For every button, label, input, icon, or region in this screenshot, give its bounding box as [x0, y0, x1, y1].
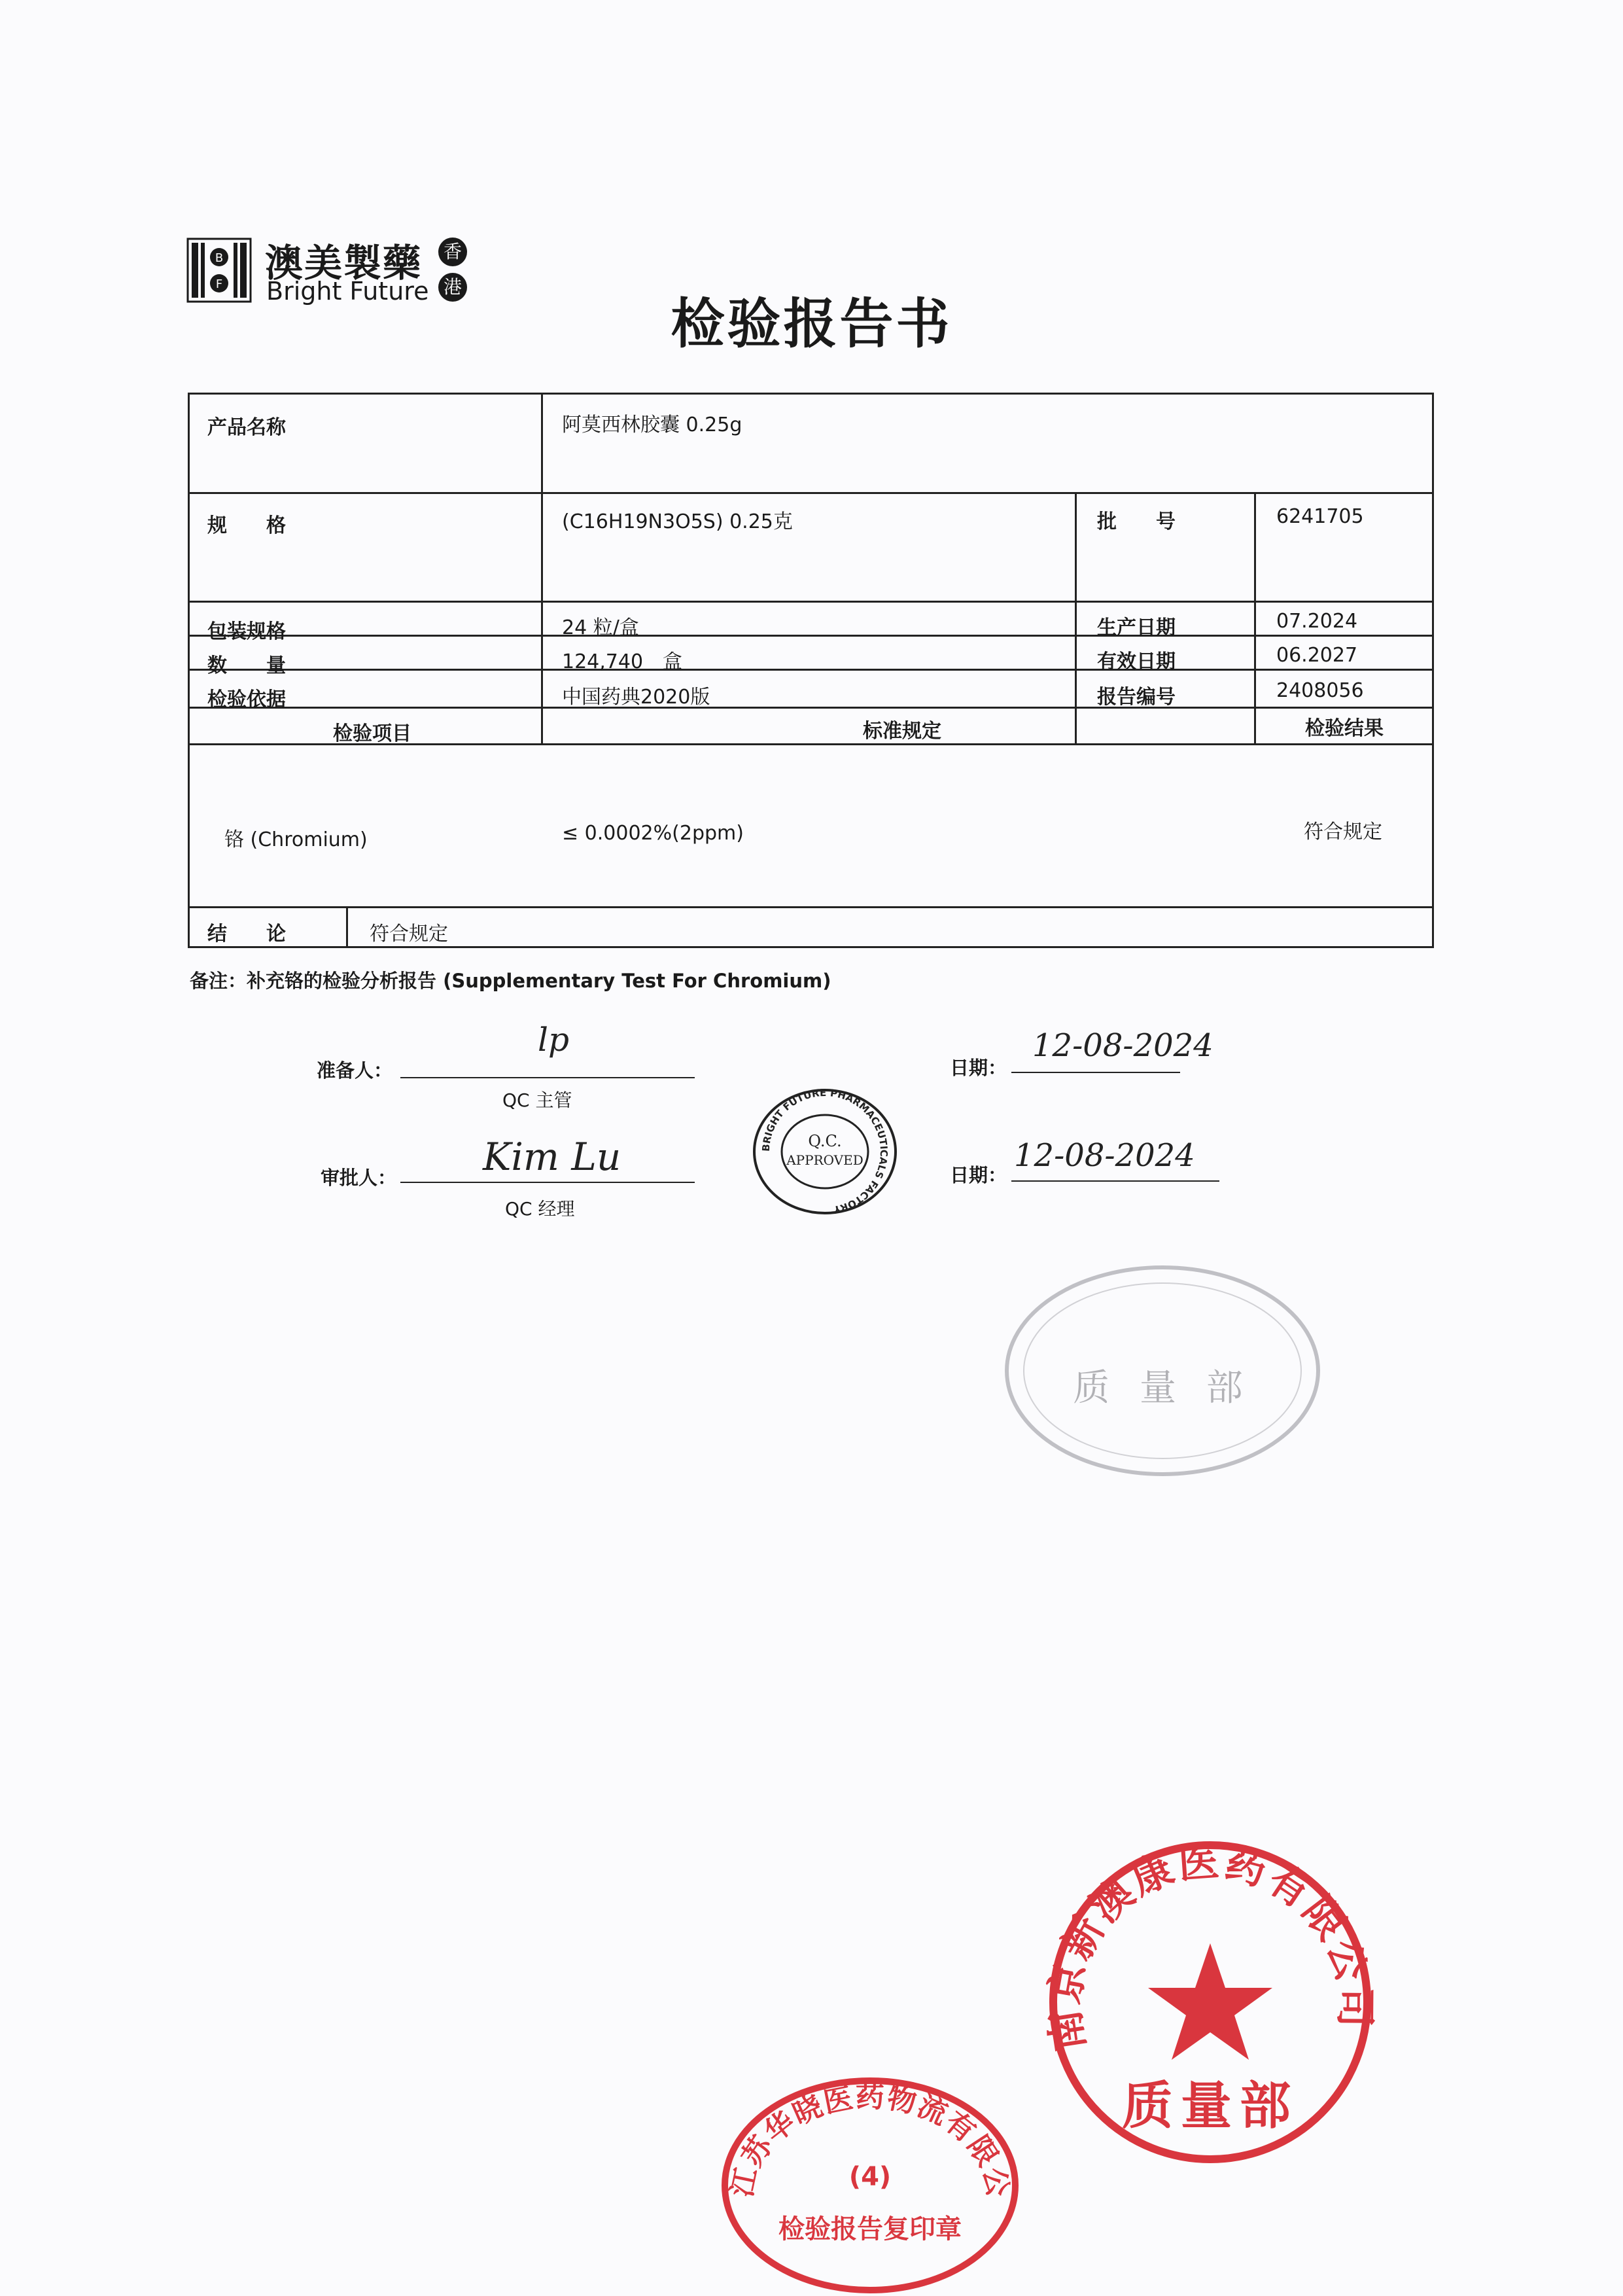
faded-stamp-text: 质 量 部 — [1073, 1367, 1252, 1409]
preparer-sign-line — [400, 1077, 695, 1078]
quantity-value: 124,740 盒 — [562, 650, 683, 673]
approver-date-label: 日期： — [950, 1164, 1007, 1186]
nanjing-company-stamp — [1040, 1832, 1380, 2172]
col-header-result: 检验结果 — [1305, 717, 1384, 740]
conclusion-value: 符合规定 — [370, 923, 448, 945]
approver-sign-line — [400, 1182, 695, 1183]
preparer-date-value: 12-08-2024 — [1032, 1027, 1213, 1064]
approver-title: QC 经理 — [505, 1198, 575, 1220]
package-label: 包装规格 — [207, 620, 286, 643]
test-item: 铬 (Chromium) — [224, 828, 368, 851]
expiry-label: 有效日期 — [1097, 650, 1176, 673]
basis-label: 检验依据 — [207, 688, 286, 711]
quantity-label: 数 量 — [207, 654, 286, 677]
approver-signature: Kim Lu — [483, 1135, 621, 1179]
production-date-label: 生产日期 — [1097, 616, 1176, 639]
col-header-item: 检验项目 — [333, 722, 411, 745]
svg-text:B: B — [215, 251, 224, 265]
qc-stamp-line2: APPROVED — [786, 1152, 864, 1168]
expiry-value: 06.2027 — [1276, 644, 1358, 667]
logo-hk-char-1: 香 — [438, 238, 467, 266]
approver-date-line — [1011, 1180, 1219, 1182]
logo-chinese-name: 澳美製藥 — [265, 241, 423, 285]
remark-note: 备注：补充铬的检验分析报告 (Supplementary Test For Chromium) — [190, 970, 831, 992]
preparer-title: QC 主管 — [502, 1089, 572, 1111]
spec-label: 规 格 — [207, 514, 286, 537]
product-name-value: 阿莫西林胶囊 0.25g — [562, 414, 742, 436]
basis-value: 中国药典2020版 — [562, 686, 710, 709]
report-no-value: 2408056 — [1276, 679, 1364, 702]
package-value: 24 粒/盒 — [562, 616, 639, 639]
svg-text:F: F — [215, 277, 223, 291]
nanjing-stamp-ring-text: 南京新澳康医药有限公司 — [1039, 1837, 1380, 2055]
approver-date-value: 12-08-2024 — [1014, 1137, 1195, 1174]
jiangsu-stamp-number: (4) — [848, 2162, 892, 2192]
report-title: 检验报告书 — [671, 293, 952, 355]
conclusion-label: 结 论 — [207, 923, 286, 945]
test-result: 符合规定 — [1304, 821, 1382, 843]
nanjing-stamp-bottom: 质量部 — [1121, 2076, 1299, 2136]
jiangsu-copy-stamp — [705, 2048, 1021, 2290]
product-name-label: 产品名称 — [207, 416, 286, 439]
approver-label: 审批人： — [321, 1167, 397, 1189]
preparer-date-line — [1011, 1072, 1180, 1073]
faded-quality-stamp — [1002, 1263, 1323, 1479]
preparer-label: 准备人： — [317, 1059, 393, 1082]
batch-label: 批 号 — [1097, 510, 1176, 533]
logo-english-name: Bright Future — [266, 277, 429, 306]
report-table — [188, 393, 1434, 947]
qc-stamp-line1: Q.C. — [808, 1132, 842, 1150]
qc-stamp-ring-text: BRIGHT FUTURE PHARMACEUTICALS FACTORY — [759, 1086, 890, 1216]
qc-approved-stamp — [750, 1086, 900, 1217]
report-no-label: 报告编号 — [1097, 686, 1176, 709]
col-header-standard: 标准规定 — [863, 720, 941, 743]
preparer-date-label: 日期： — [950, 1057, 1007, 1079]
spec-value: (C16H19N3O5S) 0.25克 — [562, 510, 793, 533]
preparer-signature: lp — [538, 1021, 569, 1059]
jiangsu-stamp-ring-text: 江苏华晓医药物流有限公司 — [705, 2048, 1015, 2201]
test-standard: ≤ 0.0002%(2ppm) — [562, 822, 744, 845]
batch-value: 6241705 — [1276, 505, 1364, 528]
svg-text:BRIGHT FUTURE PHARMACEUTICALS — [760, 1087, 890, 1216]
logo-hk-char-2: 港 — [438, 273, 467, 302]
production-date-value: 07.2024 — [1276, 610, 1358, 633]
jiangsu-stamp-bottom: 检验报告复印章 — [778, 2214, 962, 2244]
